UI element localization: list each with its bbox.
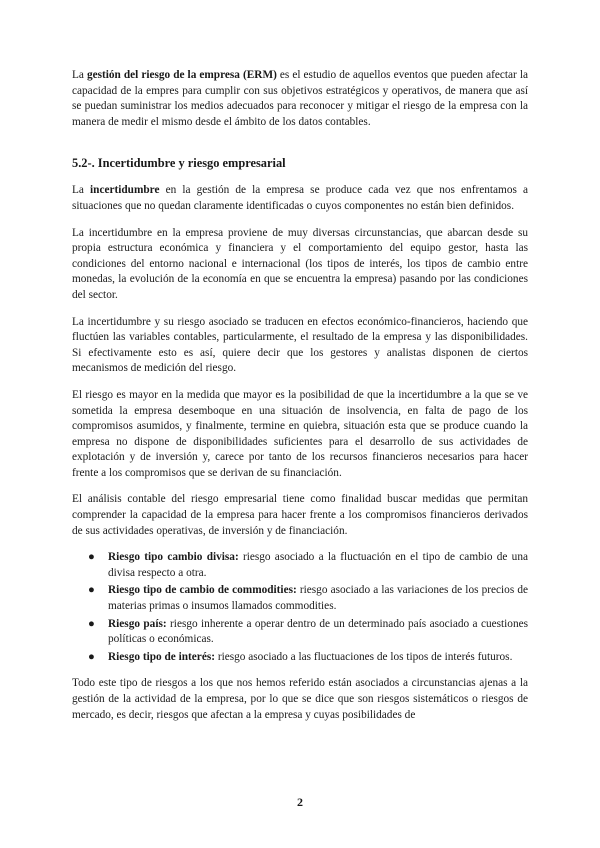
risk-label: Riesgo tipo de interés: — [108, 650, 215, 663]
risk-label: Riesgo tipo de cambio de commodities: — [108, 584, 297, 597]
intro-term: gestión del riesgo de la empresa (ERM) — [86, 69, 277, 81]
page-number: 2 — [297, 795, 303, 809]
definition-paragraph — [72, 183, 528, 214]
list-item — [88, 617, 528, 648]
list-item — [88, 650, 528, 666]
risk-description: riesgo inherente a operar dentro de un determinado país asociado a cuestiones políticas o económicas. — [108, 617, 528, 646]
bullet-icon: ● — [88, 584, 95, 597]
risk-label: Riesgo país: — [108, 617, 167, 630]
paragraph-effects: La incertidumbre y su riesgo asociado se traducen en efectos económico-financieros, haciendo que fluctúen las variables contables, particularmente, el resultado de la empresa y las disponibilidades. Si efectivamente esto es así, quiere decir que los gestores y analistas disponen de ciertos mecanismos de medición del riesgo. — [72, 315, 528, 375]
paragraph-insolvency: El riesgo es mayor en la medida que mayor es la posibilidad de que la incertidumbre a la que se ve sometida la empresa desemboque en una situación de insolvencia, en falta de pago de los compromisos asumidos, y finalmente, termine en quiebra, situación esta que se produce cuando la empresa no dispone de disponibilidades suficientes para el desarrollo de sus actividades de explotación y de inversión y, carece por tanto de los recursos financieros necesarios para hacer frente a los compromisos que se derivan de su financiación. — [72, 388, 528, 479]
definition-prefix: La — [72, 184, 91, 197]
risk-types-list — [72, 550, 528, 665]
intro-prefix: La — [72, 69, 87, 81]
bullet-icon: ● — [88, 650, 95, 663]
definition-term: incertidumbre — [90, 184, 160, 197]
risk-label: Riesgo tipo cambio divisa: — [108, 551, 239, 564]
document-page — [72, 68, 528, 734]
intro-text: es el estudio de aquellos eventos que pueden afectar la capacidad de la empres para cumplir con sus objetivos estratégicos y operativos, de manera que así se puedan suministrar los medios adecuados para reconocer y mitigar el riesgo de la empresa con la manera de medir el mismo desde el ámbito de los datos contables. — [72, 69, 529, 128]
bullet-icon: ● — [88, 617, 95, 630]
bullet-icon: ● — [88, 551, 95, 564]
risk-description: riesgo asociado a las fluctuaciones de los tipos de interés futuros. — [215, 650, 513, 663]
risk-description: riesgo asociado a las variaciones de los precios de materias primas o insumos llamados commodities. — [108, 584, 528, 613]
paragraph-sources: La incertidumbre en la empresa proviene de muy diversas circunstancias, que abarcan desde su propia estructura económica y financiera y el comportamiento del equipo gestor, hasta las condiciones del entorno nacional e internacional (los tipos de interés, los tipos de cambio entre monedas, la evolución de la economía en que se encuentra la empresa) pasando por las condiciones del sector. — [72, 226, 528, 301]
intro-paragraph — [72, 68, 528, 130]
list-item — [88, 550, 528, 581]
closing-paragraph: Todo este tipo de riesgos a los que nos hemos referido están asociados a circunstancias ajenas a la gestión de la actividad de la empresa, por lo que se dice que son riesgos sistemáticos o riesgos de mercado, es decir, riesgos que afectan a la empresa y cuyas posibilidades de — [72, 677, 528, 721]
risk-description: riesgo asociado a la fluctuación en el tipo de cambio de una divisa respecto a otra. — [108, 551, 528, 579]
paragraph-analysis: El análisis contable del riesgo empresarial tiene como finalidad buscar medidas que permitan comprender la capacidad de la empresa para hacer frente a los compromisos financieros derivados de sus actividades operativas, de inversión y de financiación. — [72, 493, 528, 537]
section-heading: 5.2-. Incertidumbre y riesgo empresarial — [72, 156, 286, 171]
definition-text: en la gestión de la empresa se produce cada vez que nos enfrentamos a situaciones que no quedan claramente identificadas o cuyos componentes no están bien definidos. — [72, 184, 528, 212]
list-item — [88, 583, 528, 614]
